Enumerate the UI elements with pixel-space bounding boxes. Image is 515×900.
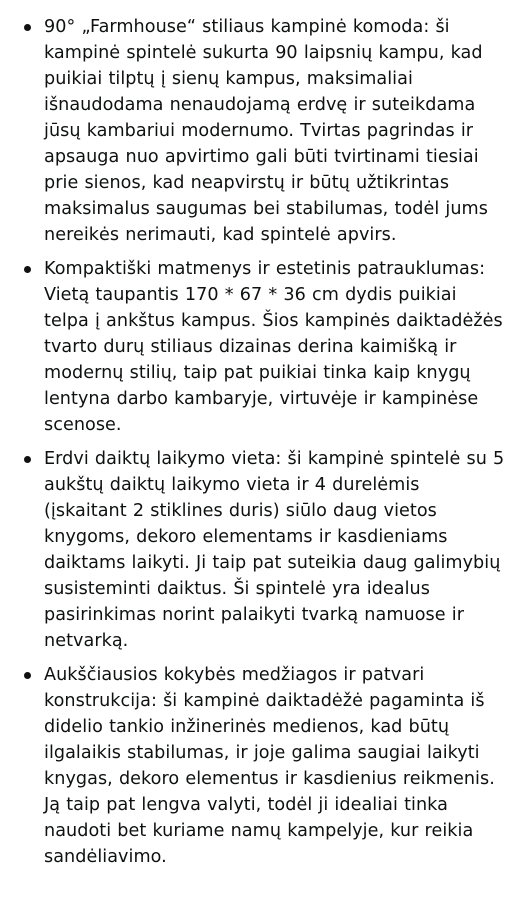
bullet-icon [10,446,44,463]
feature-text: 90° „Farmhouse“ stiliaus kampinė komoda: ši kampinė spintelė sukurta 90 laipsnių kampu, kad puikiai tilptų į sienų kampus, maksimaliai išnaudodama nenaudojamą erdvę ir suteikdama jūsų kambariui modernumo. Tvirtas pagrindas ir apsauga nuo apvirtimo gali būti tvirtinami tiesiai prie sienos, kad neapvirstų ir būtų užtikrintas maksimalus saugumas bei stabilumas, todėl jums nereikės nerimauti, kad spintelė apvirs. [44,17,488,245]
bullet-icon [10,14,44,31]
feature-text: Erdvi daiktų laikymo vieta: ši kampinė spintelė su 5 aukštų daiktų laikymo vieta ir 4 durelėmis (įskaitant 2 stiklines duris) siūlo daug vietos knygoms, dekoro elementams ir kasdieniams daiktams laikyti. Ji taip pat suteikia daug galimybių susisteminti daiktus. Ši spintelė yra idealus pasirinkimas norint palaikyti tvarką namuose ir netvarką. [44,449,505,651]
feature-text: Kompaktiški matmenys ir estetinis patrauklumas: Vietą taupantis 170 * 67 * 36 cm dydis puikiai telpa į ankštus kampus. Šios kampinės daiktadėžės tvarto durų stiliaus dizainas derina kaimišką ir modernų stilių, taip pat puikiai tinka kaip knygų lentyna darbo kambaryje, virtuvėje ir kampinėse scenose. [44,259,503,435]
bullet-icon [10,256,44,273]
feature-text: Aukščiausios kokybės medžiagos ir patvari konstrukcija: ši kampinė daiktadėžė pagaminta iš didelio tankio inžinerinės medienos, kad būtų ilgalaikis stabilumas, ir joje galima saugiai laikyti knygas, dekoro elementus ir kasdienius reikmenis. Ją taip pat lengva valyti, todėl ji idealiai tinka naudoti bet kuriame namų kampelyje, kur reikia sandėliavimo. [44,665,495,867]
feature-bullet-storage [10,446,505,654]
bullet-icon [10,662,44,679]
feature-bullet-dimensions [10,256,505,438]
feature-bullet-materials [10,662,505,870]
feature-bullet-farmhouse-style [10,14,505,248]
